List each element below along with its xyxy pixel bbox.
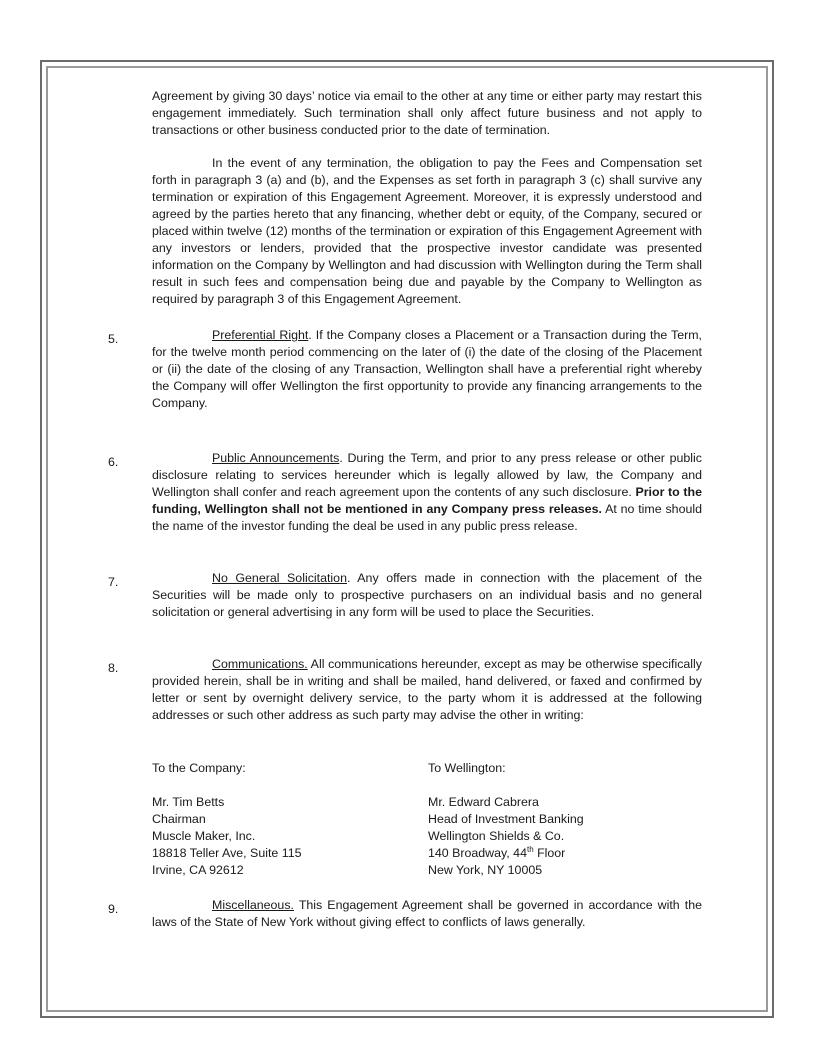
section-7-heading: No General Solicitation	[212, 571, 347, 585]
section-9-number: 9.	[108, 902, 119, 916]
address-spacer	[428, 777, 584, 794]
section-6-bold-statement: Prior to the funding, Wellington shall not be mentioned in any Company press releases.	[152, 485, 703, 516]
section-7-body: . Any offers made in connection with the placement of the Securities will be made only to prospective purchasers on an individual basis and no general solicitation or general advertising in any form will be used to place the Securities.	[152, 571, 702, 619]
section-7-paragraph	[152, 570, 702, 621]
section-8-number: 8.	[108, 661, 119, 675]
section-8-body: All communications hereunder, except as may be otherwise specifically provided herein, shall be in writing and shall be mailed, hand delivered, or faxed and confirmed by letter or sent by overnight delivery service, to the party whom it is addressed at the following addresses or such other address as such party may advise the other in writing:	[152, 657, 702, 722]
section-9-body: This Engagement Agreement shall be governed in accordance with the laws of the State of New York without giving effect to conflicts of laws generally.	[152, 898, 702, 929]
wellington-street	[428, 845, 584, 862]
company-street: 18818 Teller Ave, Suite 115	[152, 846, 302, 860]
section-5-heading: Preferential Right	[212, 328, 309, 342]
section-5-paragraph	[152, 327, 702, 412]
wellington-address-label: To Wellington:	[428, 761, 506, 775]
wellington-city: New York, NY 10005	[428, 863, 543, 877]
section-9-heading: Miscellaneous.	[212, 898, 294, 912]
section-7-number: 7.	[108, 575, 119, 589]
company-address-label: To the Company:	[152, 761, 246, 775]
wellington-contact-name: Mr. Edward Cabrera	[428, 795, 539, 809]
address-spacer	[152, 777, 302, 794]
wellington-org: Wellington Shields & Co.	[428, 829, 565, 843]
company-contact-title: Chairman	[152, 812, 206, 826]
company-contact-name: Mr. Tim Betts	[152, 795, 225, 809]
section-5-number: 5.	[108, 332, 119, 346]
wellington-street-number: 140 Broadway, 44	[428, 846, 527, 860]
intro-paragraph-1: Agreement by giving 30 days’ notice via email to the other at any time or either party may restart this engagement immediately. Such termination shall only affect future business and not apply to transactions or other business conducted prior to the date of termination.	[152, 89, 702, 137]
wellington-contact-title: Head of Investment Banking	[428, 812, 584, 826]
section-6-heading: Public Announcements	[212, 451, 340, 465]
section-6-number: 6.	[108, 455, 119, 469]
section-5-body: . If the Company closes a Placement or a Transaction during the Term, for the twelve month period commencing on the later of (i) the date of the closing of the Placement or (ii) the date of the closing of any Transaction, Wellington shall have a preferential right whereby the Company will offer Wellington the first opportunity to provide any financing arrangements to the Company.	[152, 328, 703, 410]
intro-paragraph-2: In the event of any termination, the obligation to pay the Fees and Compensation set forth in paragraph 3 (a) and (b), and the Expenses as set forth in paragraph 3 (c) shall survive any termination or expiration of this Engagement Agreement. Moreover, it is expressly understood and agreed by the parties hereto that any financing, whether debt or equity, of the Company, secured or placed within twelve (12) months of the termination or expiration of this Engagement Agreement with any investors or lenders, provided that the prospective investor candidate was presented information on the Company by Wellington and had discussion with Wellington during the Term shall result in such fees and compensation being due and payable by the Company to Wellington as required by paragraph 3 of this Engagement Agreement.	[152, 156, 702, 306]
wellington-address-block	[428, 760, 584, 879]
company-org: Muscle Maker, Inc.	[152, 829, 256, 843]
company-address-block	[152, 760, 302, 879]
section-9-paragraph	[152, 897, 702, 931]
section-8-paragraph	[152, 656, 702, 724]
company-city: Irvine, CA 92612	[152, 863, 244, 877]
section-6-body: . During the Term, and prior to any press release or other public disclosure relating to services hereunder which is legally allowed by law, the Company and Wellington shall confer and reach agreement upon the contents of any such disclosure.	[152, 451, 702, 499]
wellington-street-suffix: th	[526, 844, 534, 854]
section-8-heading: Communications.	[212, 657, 308, 671]
wellington-street-floor: Floor	[533, 846, 566, 860]
section-6-paragraph	[152, 450, 702, 535]
section-6-tail: At no time should the name of the investor funding the deal be used in any public press release.	[152, 502, 702, 533]
